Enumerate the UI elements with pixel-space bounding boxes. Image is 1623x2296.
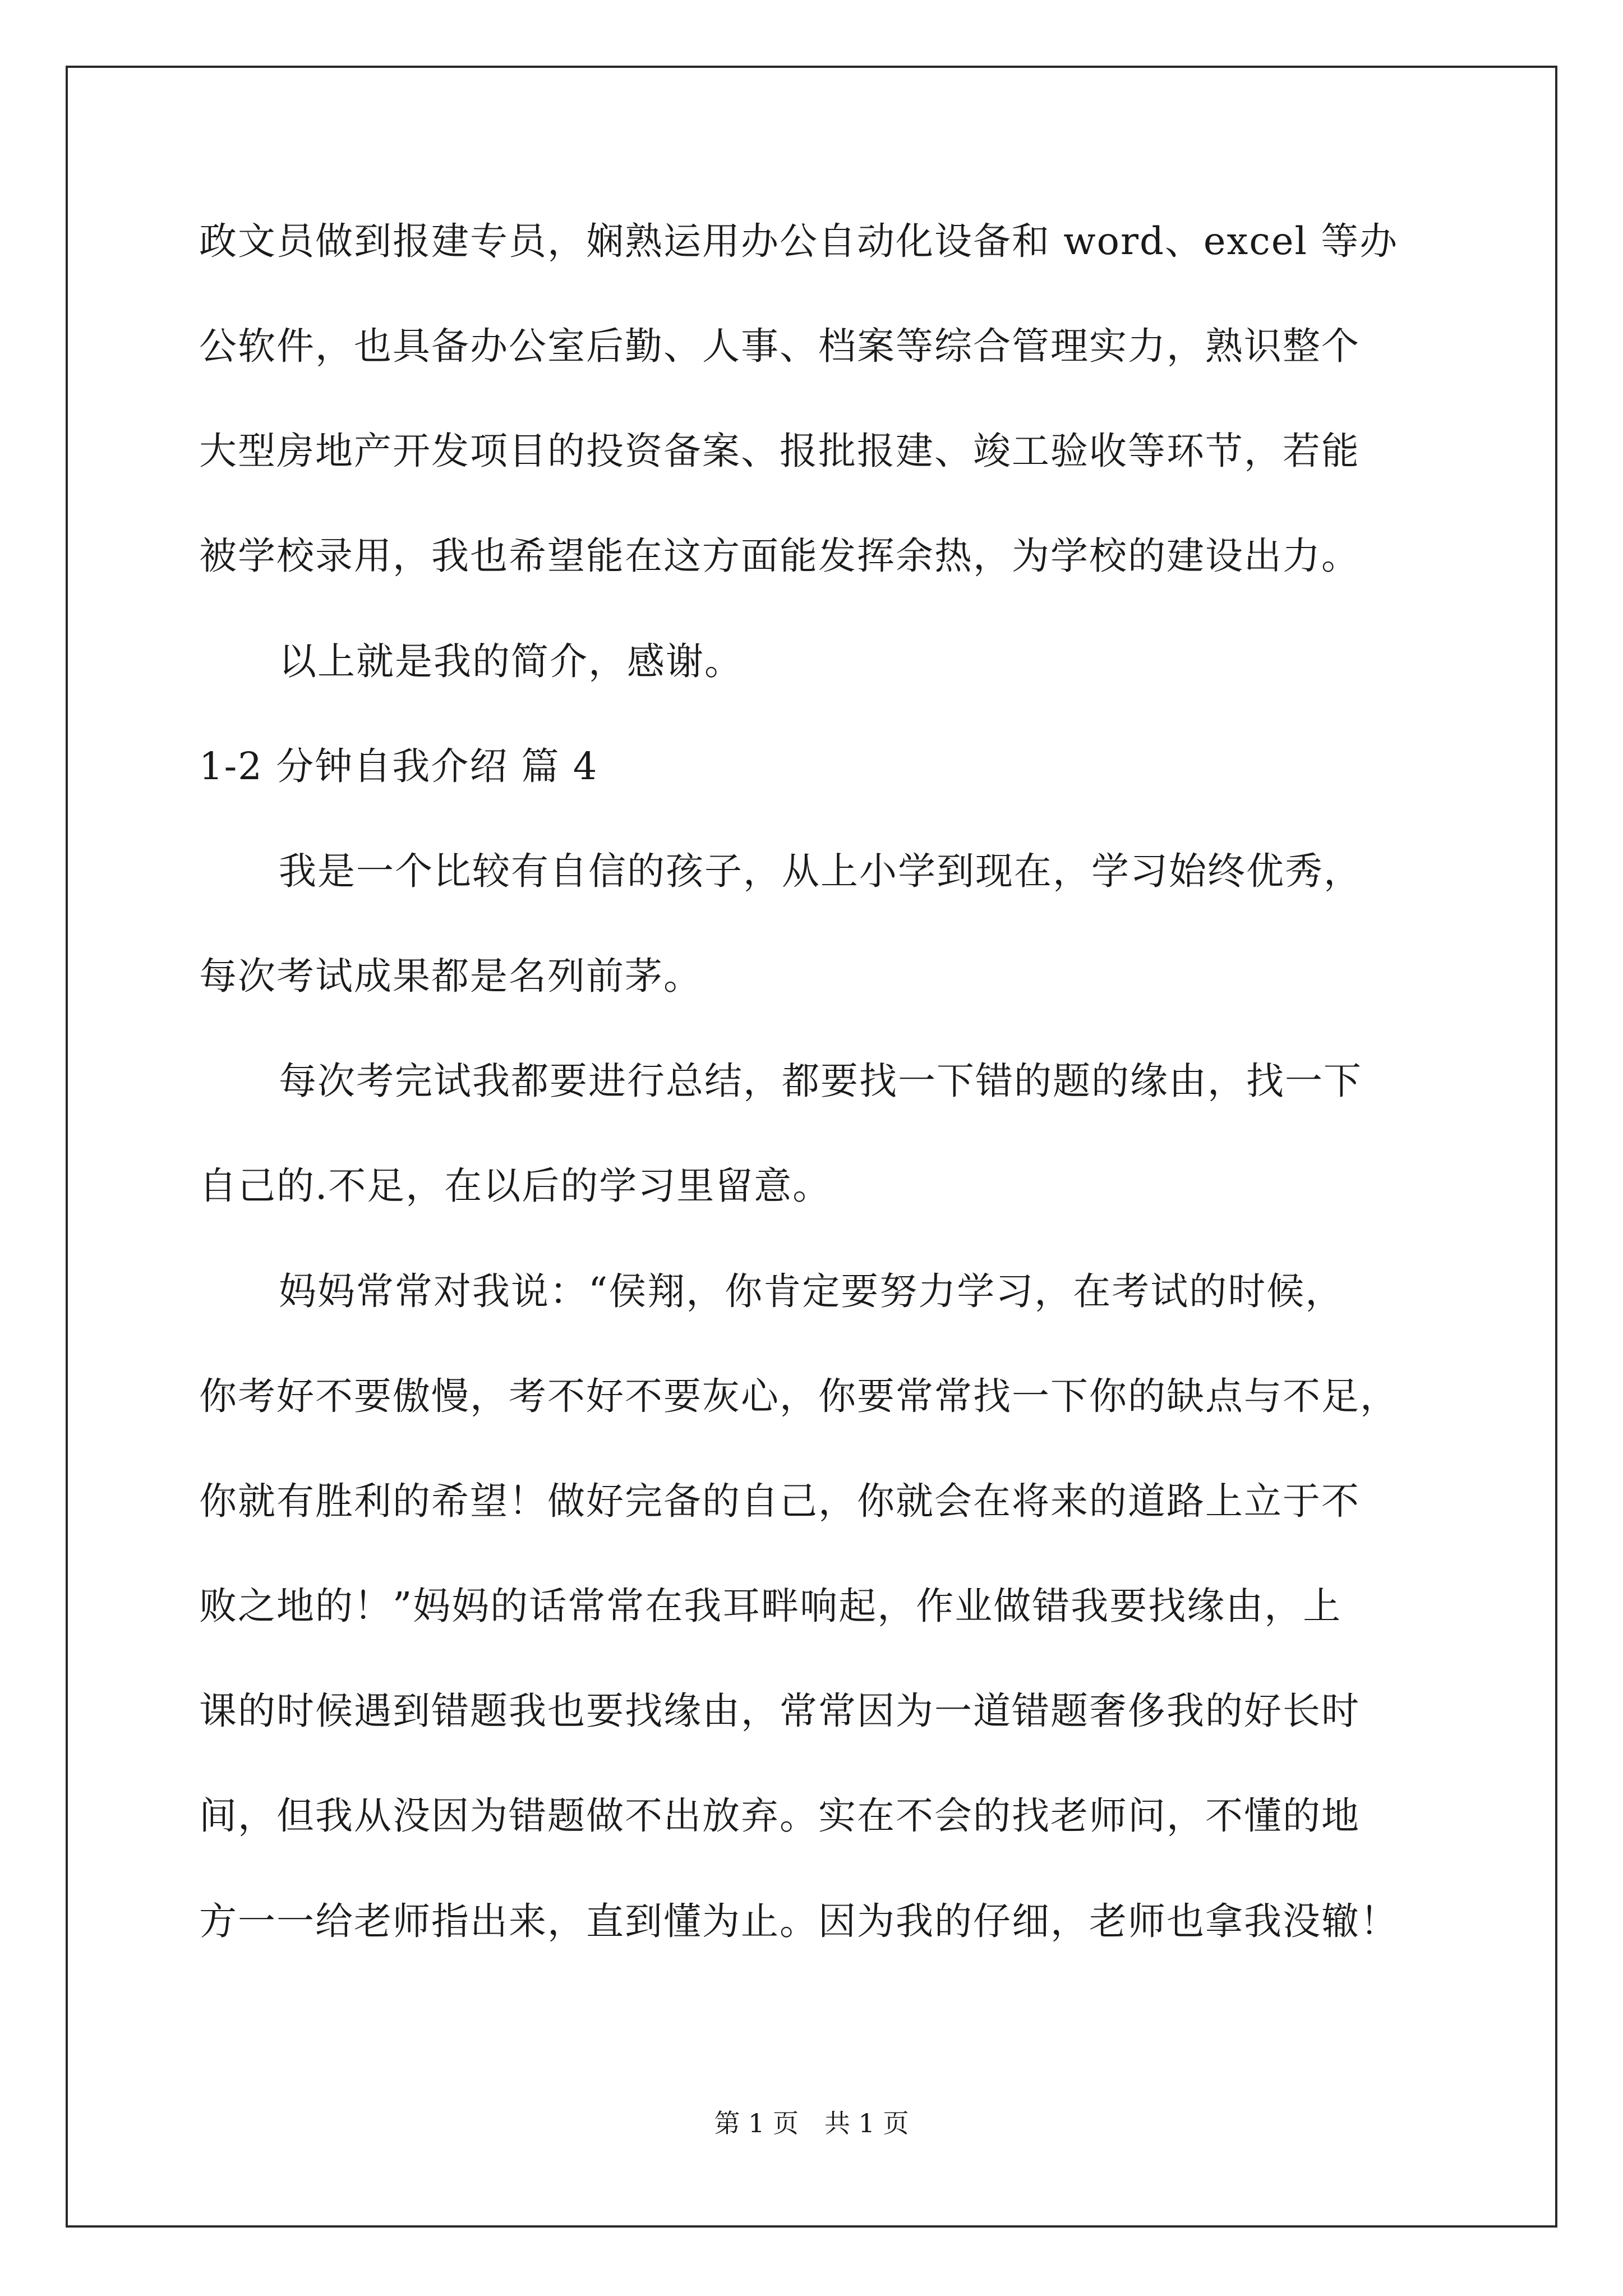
paragraph-line: 你考好不要傲慢，考不好不要灰心，你要常常找一下你的缺点与不足， — [199, 1374, 1399, 1418]
paragraph-line: 我是一个比较有自信的孩子，从上小学到现在，学习始终优秀， — [279, 849, 1362, 893]
paragraph-line: 课的时候遇到错题我也要找缘由，常常因为一道错题奢侈我的好长时 — [199, 1689, 1360, 1733]
paragraph-line: 妈妈常常对我说：“侯翔，你肯定要努力学习，在考试的时候， — [279, 1269, 1344, 1313]
paragraph-line: 败之地的！”妈妈的话常常在我耳畔响起，作业做错我要找缘由，上 — [199, 1584, 1342, 1628]
paragraph-line: 以上就是我的简介，感谢。 — [279, 639, 743, 683]
paragraph-line: 被学校录用，我也希望能在这方面能发挥余热，为学校的建设出力。 — [199, 534, 1360, 578]
paragraph-line: 自己的.不足，在以后的学习里留意。 — [199, 1164, 832, 1208]
section-heading: 1-2 分钟自我介绍 篇 4 — [199, 744, 598, 788]
paragraph-line: 间，但我从没因为错题做不出放弃。实在不会的找老师问，不懂的地 — [199, 1794, 1360, 1838]
paragraph-line: 每次考试成果都是名列前茅。 — [199, 954, 702, 998]
paragraph-line: 方一一给老师指出来，直到懂为止。因为我的仔细，老师也拿我没辙！ — [199, 1899, 1399, 1943]
page-number-footer: 第 1 页 共 1 页 — [714, 2108, 909, 2138]
paragraph-line: 每次考完试我都要进行总结，都要找一下错的题的缘由，找一下 — [279, 1059, 1362, 1103]
paragraph-line: 公软件，也具备办公室后勤、人事、档案等综合管理实力，熟识整个 — [199, 324, 1360, 368]
paragraph-line: 你就有胜利的希望！做好完备的自己，你就会在将来的道路上立于不 — [199, 1479, 1360, 1523]
paragraph-line: 政文员做到报建专员，娴熟运用办公自动化设备和 word、excel 等办 — [199, 219, 1399, 263]
paragraph-line: 大型房地产开发项目的投资备案、报批报建、竣工验收等环节，若能 — [199, 429, 1360, 473]
